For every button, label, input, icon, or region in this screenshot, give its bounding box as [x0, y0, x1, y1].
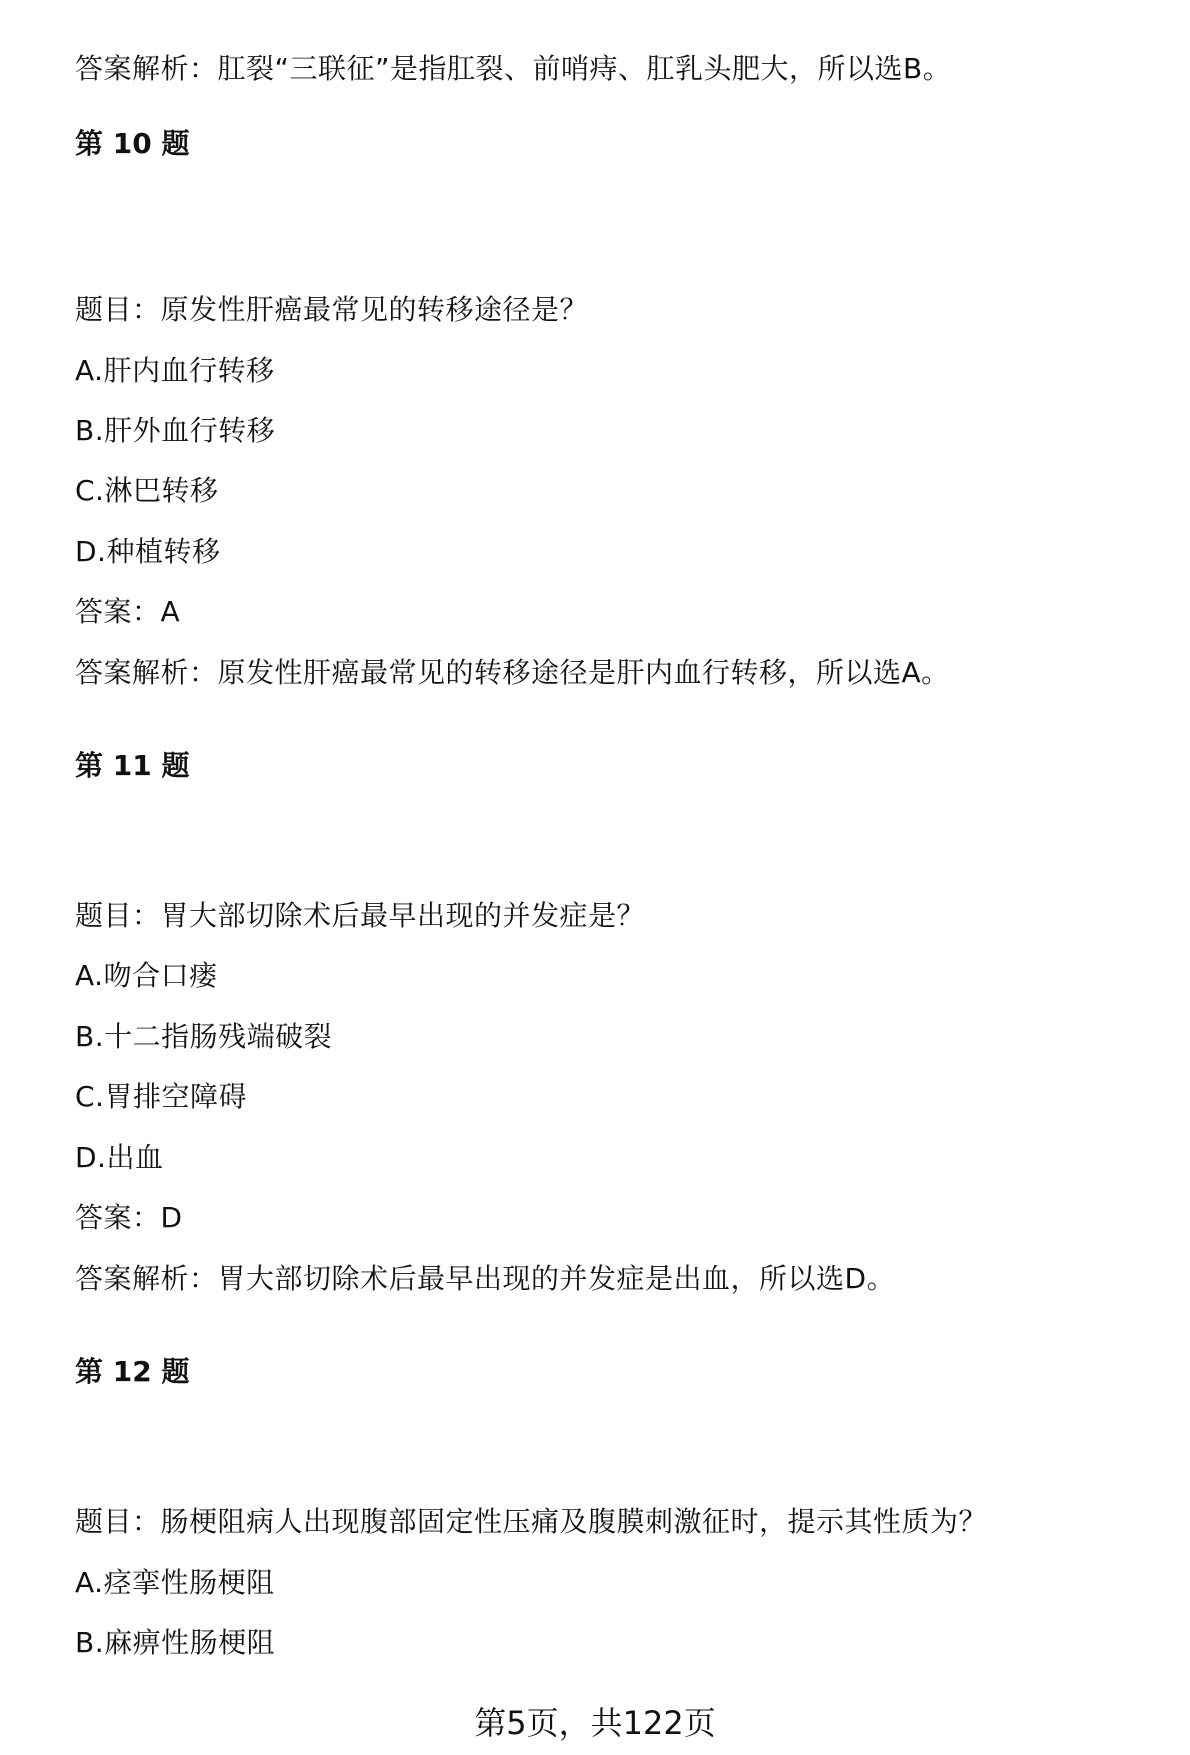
question-11-analysis: 答案解析：胃大部切除术后最早出现的并发症是出血，所以选D。: [75, 1262, 896, 1295]
question-12-text: 题目：肠梗阻病人出现腹部固定性压痛及腹膜刺激征时，提示其性质为？: [75, 1505, 988, 1538]
question-10-option-a: A.肝内血行转移: [75, 354, 275, 387]
question-10-heading: 第 10 题: [75, 127, 190, 160]
question-11-option-d: D.出血: [75, 1141, 164, 1174]
question-12-option-a: A.痉挛性肠梗阻: [75, 1566, 275, 1599]
question-10-option-b: B.肝外血行转移: [75, 414, 276, 447]
question-11-text: 题目：胃大部切除术后最早出现的并发症是？: [75, 899, 646, 932]
question-11-option-c: C.胃排空障碍: [75, 1080, 247, 1113]
question-11-option-a: A.吻合口瘘: [75, 959, 218, 992]
question-12-option-b: B.麻痹性肠梗阻: [75, 1626, 276, 1659]
question-11-heading: 第 11 题: [75, 749, 190, 782]
question-10-analysis: 答案解析：原发性肝癌最常见的转移途径是肝内血行转移，所以选A。: [75, 656, 950, 689]
page-number-footer: 第5页，共122页: [474, 1704, 716, 1742]
question-10-text: 题目：原发性肝癌最常见的转移途径是？: [75, 293, 589, 326]
previous-answer-analysis: 答案解析：肛裂“三联征”是指肛裂、前哨痔、肛乳头肥大，所以选B。: [75, 52, 952, 85]
question-10-answer: 答案：A: [75, 595, 181, 628]
question-10-option-c: C.淋巴转移: [75, 474, 219, 507]
question-12-heading: 第 12 题: [75, 1355, 190, 1388]
question-11-option-b: B.十二指肠残端破裂: [75, 1020, 333, 1053]
question-11-answer: 答案：D: [75, 1201, 183, 1234]
question-10-option-d: D.种植转移: [75, 535, 221, 568]
